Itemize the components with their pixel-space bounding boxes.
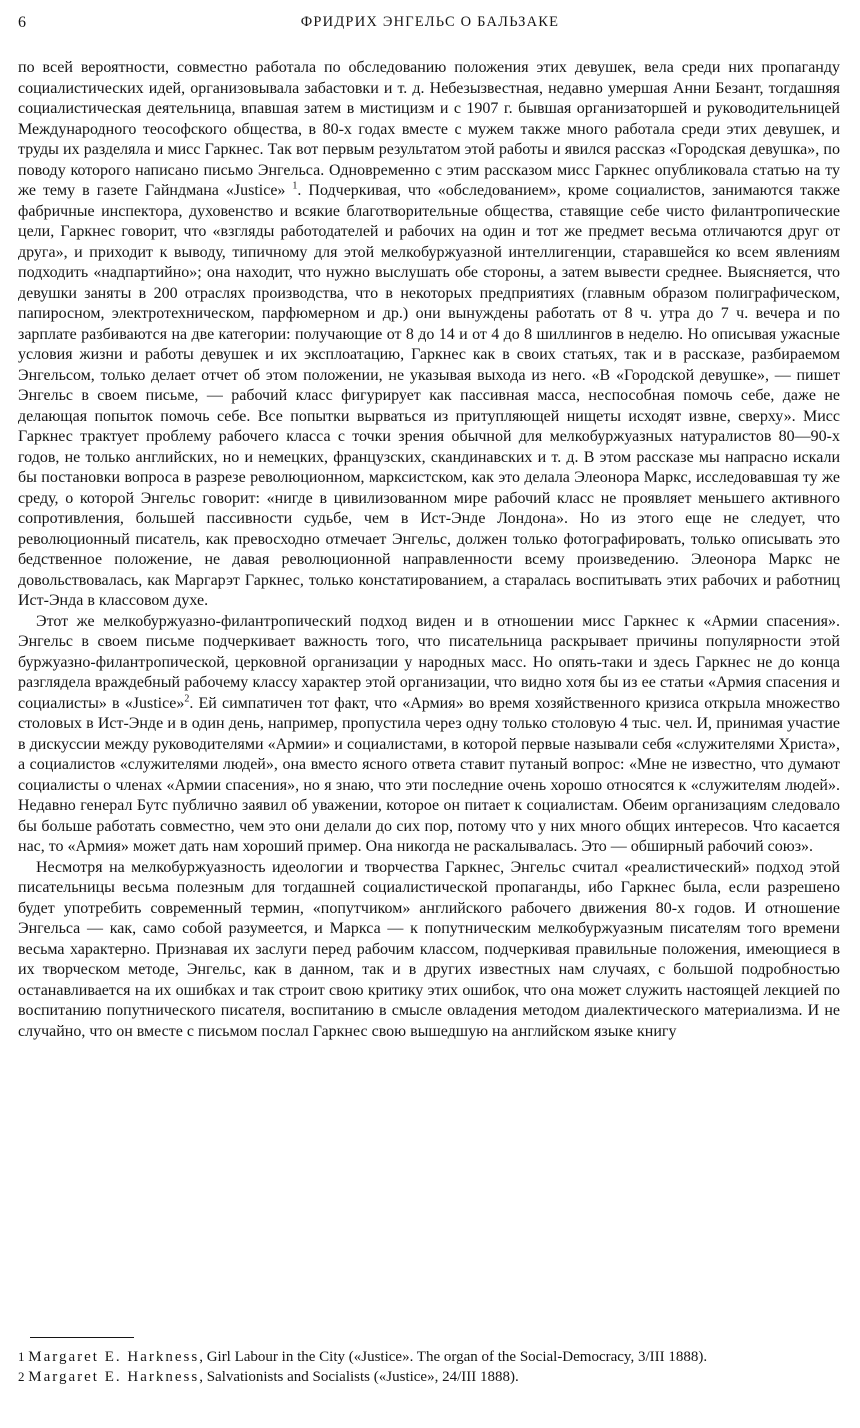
footnote-2-author: Margaret E. Harkness — [28, 1369, 200, 1385]
footnote-separator — [30, 1337, 134, 1338]
running-title: ФРИДРИХ ЭНГЕЛЬС О БАЛЬЗАКЕ — [300, 14, 560, 30]
footnote-1-text: , Girl Labour in the City («Justice». The organ of the Social-Democracy, 3/III 1888). — [199, 1349, 708, 1365]
footnote-ref-2[interactable]: 2 — [184, 693, 190, 705]
paragraph-1-part-b: . Подчеркивая, что «обследованием», кроме социалистов, занимаются также фабричные инспектора, духовенство и всякие благотворительные общества, ставящие себе чисто филантропические цели, Гаркнес говорит, что «взгляды работодателей и рабочих на один и тот же предмет весьма отличаются друг от друга», и приходит к выводу, типичному для этой мелкобуржуазной интеллигенции, старавшейся ко всем явлениям подходить «надпартийно»; она находит, что нужно выслушать обе стороны, а затем вывести среднее. Выясняется, что девушки заняты в 200 отраслях производства, что в некоторых предприятиях (главным образом полиграфическом, папиросном, электротехническом, парфюмерном и др.) они вынуждены работать от 8 ч. утра до 7 ч. вечера и по зарплате разбиваются на две категории: получающие от 8 до 14 и от 4 до 8 шиллингов в неделю. Но описывая ужасные условия жизни и работы девушек и их эксплоатацию, Гаркнес как в своих статьях, так и в рассказе, разбираемом Энгельсом, только делает отчет об этом положении, не указывая выхода из него. «В «Городской девушке», — пишет Энгельс в своем письме, — рабочий класс фигурирует как пассивная масса, неспособная помочь себе, даже не делающая попыток помочь себе. Все попытки вырваться из притупляющей нищеты исходят извне, сверху». Мисс Гаркнес трактует проблему рабочего класса с точки зрения обычной для мелкобуржуазных натуралистов 80—90-х годов, не только английских, но и немецких, французских, скандинавских и т. д. В этом рассказе мы напрасно искали бы постановки вопроса в разрезе революционном, марксистском, как это делала Элеонора Маркс, исследовавшая ту же среду, о которой Энгельс говорит: «нигде в цивилизованном мире рабочий класс не проявляет меньшего активного сопротивления, большей пассивности судьбе, чем в Ист-Энде Лондона». Но из этого еще не следует, что революционный писатель, как превосходно отмечает Энгельс, должен только фотографировать, только описывать это бедственное положение, не давая революционной направленности всему произведению. Элеонора Маркс не довольствовалась, как Маргарэт Гаркнес, только констатированием, а старалась воспитывать этих рабочих и работниц Ист-Энда в классовом духе. — [18, 182, 840, 609]
paragraph-1-part-a: по всей вероятности, совместно работала по обследованию положения этих девушек, вела среди них пропаганду социалистических идей, организовывала забастовки и т. д. Небезызвестная, недавно умершая Анни Безант, тогдашняя социалистическая деятельница, впавшая затем в мистицизм и с 1907 г. бывшая организаторшей и руководительницей Международного теософского общества, в 80-х годах вместе с мужем также много работала среди этих девушек, и труды их разделяла и мисс Гаркнес. Так вот первым результатом этой работы и явился рассказ «Городская девушка», по поводу которого написано письмо Энгельса. Одновременно с этим рассказом мисс Гаркнес опубликовала статью на ту же тему в газете Гайндмана «Justice» — [18, 59, 840, 199]
paragraph-2 — [18, 612, 840, 858]
paragraph-2-part-a: Этот же мелкобуржуазно-филантропический подход виден и в отношении мисс Гаркнес к «Армии спасения». Энгельс в своем письме подчеркивает важность того, что писательница раскрывает причины популярности этой буржуазно-филантропической, церковной организации у народных масс. Но опять-таки и здесь Гаркнес не до конца разглядела враждебный рабочему классу характер этой организации, что видно хотя бы из ее статьи «Армия спасения и социалисты» в «Justice» — [18, 612, 840, 712]
footnote-ref-1[interactable]: 1 — [292, 180, 298, 192]
footnote-1-mark: 1 — [18, 1349, 25, 1364]
footnotes — [18, 1347, 840, 1387]
footnote-1-author: Margaret E. Harkness — [28, 1349, 200, 1365]
page-number: 6 — [18, 14, 26, 31]
footnote-2-text: , Salvationists and Socialists («Justice», 24/III 1888). — [199, 1369, 519, 1385]
paragraph-2-part-b: . Ей симпатичен тот факт, что «Армия» во время хозяйственного кризиса открыла множество столовых в Ист-Энде и в один день, например, пропустила через одну только столовую 4 тыс. чел. И, принимая участие в дискуссии между руководителями «Армии» и социалистами, в которой первые называли себя «служителями Христа», а социалистов «служителями людей», она вместо ясного ответа ставит путаный вопрос: «Мне не известно, что думают социалисты о членах «Армии спасения», но я знаю, что эти последние очень хорошо относятся к «служителям людей». Недавно генерал Бутс публично заявил об уважении, которое он питает к социалистам. Обеим организациям следовало бы больше работать совместно, чем это они делали до сих пор, потому что у них много общих интересов. Что касается нас, то «Армия» может дать нам хороший пример. Она никогда не раскалывалась. Это — обширный рабочий союз». — [18, 694, 840, 855]
paragraph-1 — [18, 58, 840, 612]
footnote-2-mark: 2 — [18, 1369, 25, 1384]
running-header — [18, 14, 842, 38]
footnote-2 — [18, 1367, 840, 1387]
paragraph-3: Несмотря на мелкобуржуазность идеологии и творчества Гаркнес, Энгельс считал «реалистический» подход этой писательницы весьма полезным для тогдашней социалистической пропаганды, ибо Гаркнес была, если разрешено будет употребить современный термин, «попутчиком» английского рабочего движения 80-х годов. И отношение Энгельса — как, само собой разумеется, и Маркса — к попутническим мелкобуржуазным писателям того времени весьма характерно. Признавая их заслуги перед рабочим классом, подчеркивая правильные положения, имеющиеся в их творческом методе, Энгельс, как в данном, так и в других известных нам случаях, с большой подробностью останавливается на их ошибках и так строит свою критику этих ошибок, что она может служить настоящей лекцией по воспитанию попутнического писателя, воспитанию в смысле овладения методом диалектического материализма. И не случайно, что он вместе с письмом послал Гаркнес свою вышедшую на английском языке книгу — [18, 858, 840, 1040]
main-text — [18, 58, 840, 1042]
footnote-1 — [18, 1347, 840, 1367]
